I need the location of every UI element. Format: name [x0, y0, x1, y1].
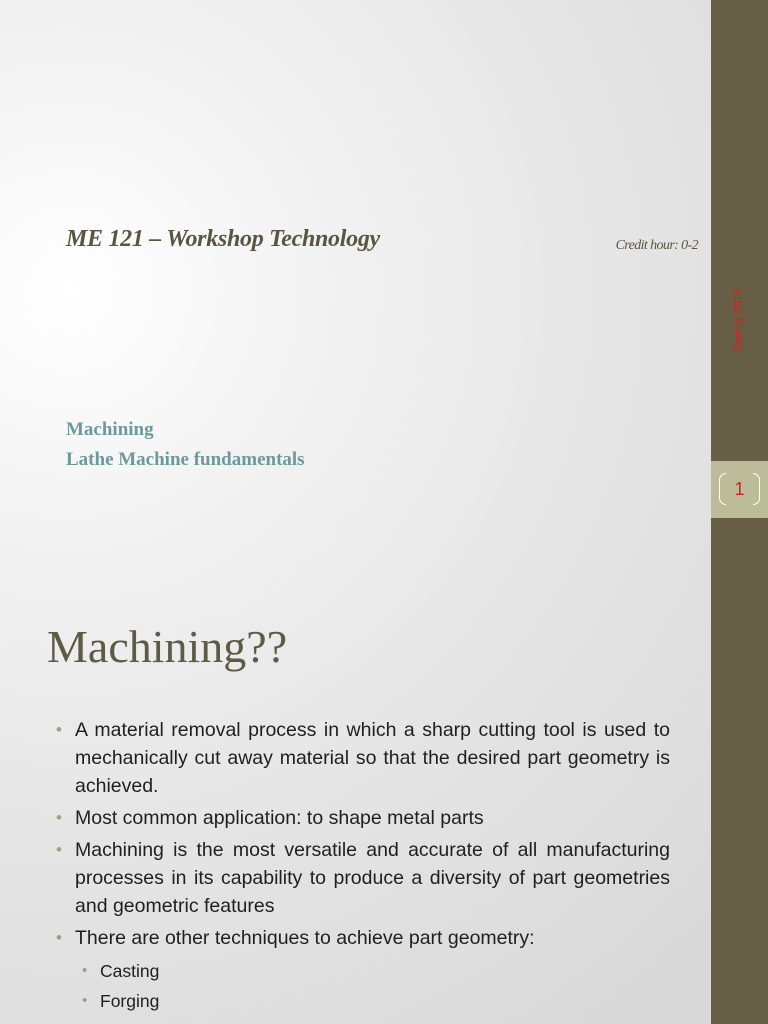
sub-bullet-item [55, 956, 670, 986]
course-title: ME 121 – Workshop Technology [66, 226, 380, 252]
bullet-dot-icon: • [56, 808, 62, 827]
bullet-dot-icon: • [56, 720, 62, 739]
bullet-dot-icon: • [56, 928, 62, 947]
bullet-item [55, 716, 670, 800]
page-number-box [711, 461, 768, 518]
sub-bullet-item [55, 986, 670, 1016]
slide-subtitle [66, 415, 305, 475]
bullet-item [55, 924, 670, 952]
bullet-text: A material removal process in which a sharp cutting tool is used to mechanically cut away material so that the desired part geometry is achieved. [75, 719, 670, 797]
bullet-text: There are other techniques to achieve part geometry: [75, 927, 535, 949]
credit-hour: Credit hour: 0-2 [615, 238, 698, 253]
subtitle-line-machining: Machining [66, 419, 154, 440]
page-number: 1 [734, 479, 745, 499]
subtitle-line-lathe: Lathe Machine fundamentals [66, 449, 305, 470]
bullet-item [55, 836, 670, 920]
semester-label: Spring 2016 [731, 287, 745, 353]
content-heading: Machining?? [47, 621, 288, 672]
bullet-text: Most common application: to shape metal parts [75, 807, 484, 829]
sub-bullet-dot-icon: • [82, 992, 88, 1009]
bullet-dot-icon: • [56, 840, 62, 859]
bullet-item [55, 804, 670, 832]
sub-bullet-text: Forging [100, 991, 160, 1011]
sub-bullet-text: Casting [100, 961, 160, 981]
bullet-list [55, 716, 670, 1016]
bullet-text: Machining is the most versatile and accurate of all manufacturing processes in its capability to produce a diversity of part geometries and geometric features [75, 839, 670, 917]
sub-bullet-dot-icon: • [82, 962, 88, 979]
bracket-right-icon [753, 473, 760, 505]
